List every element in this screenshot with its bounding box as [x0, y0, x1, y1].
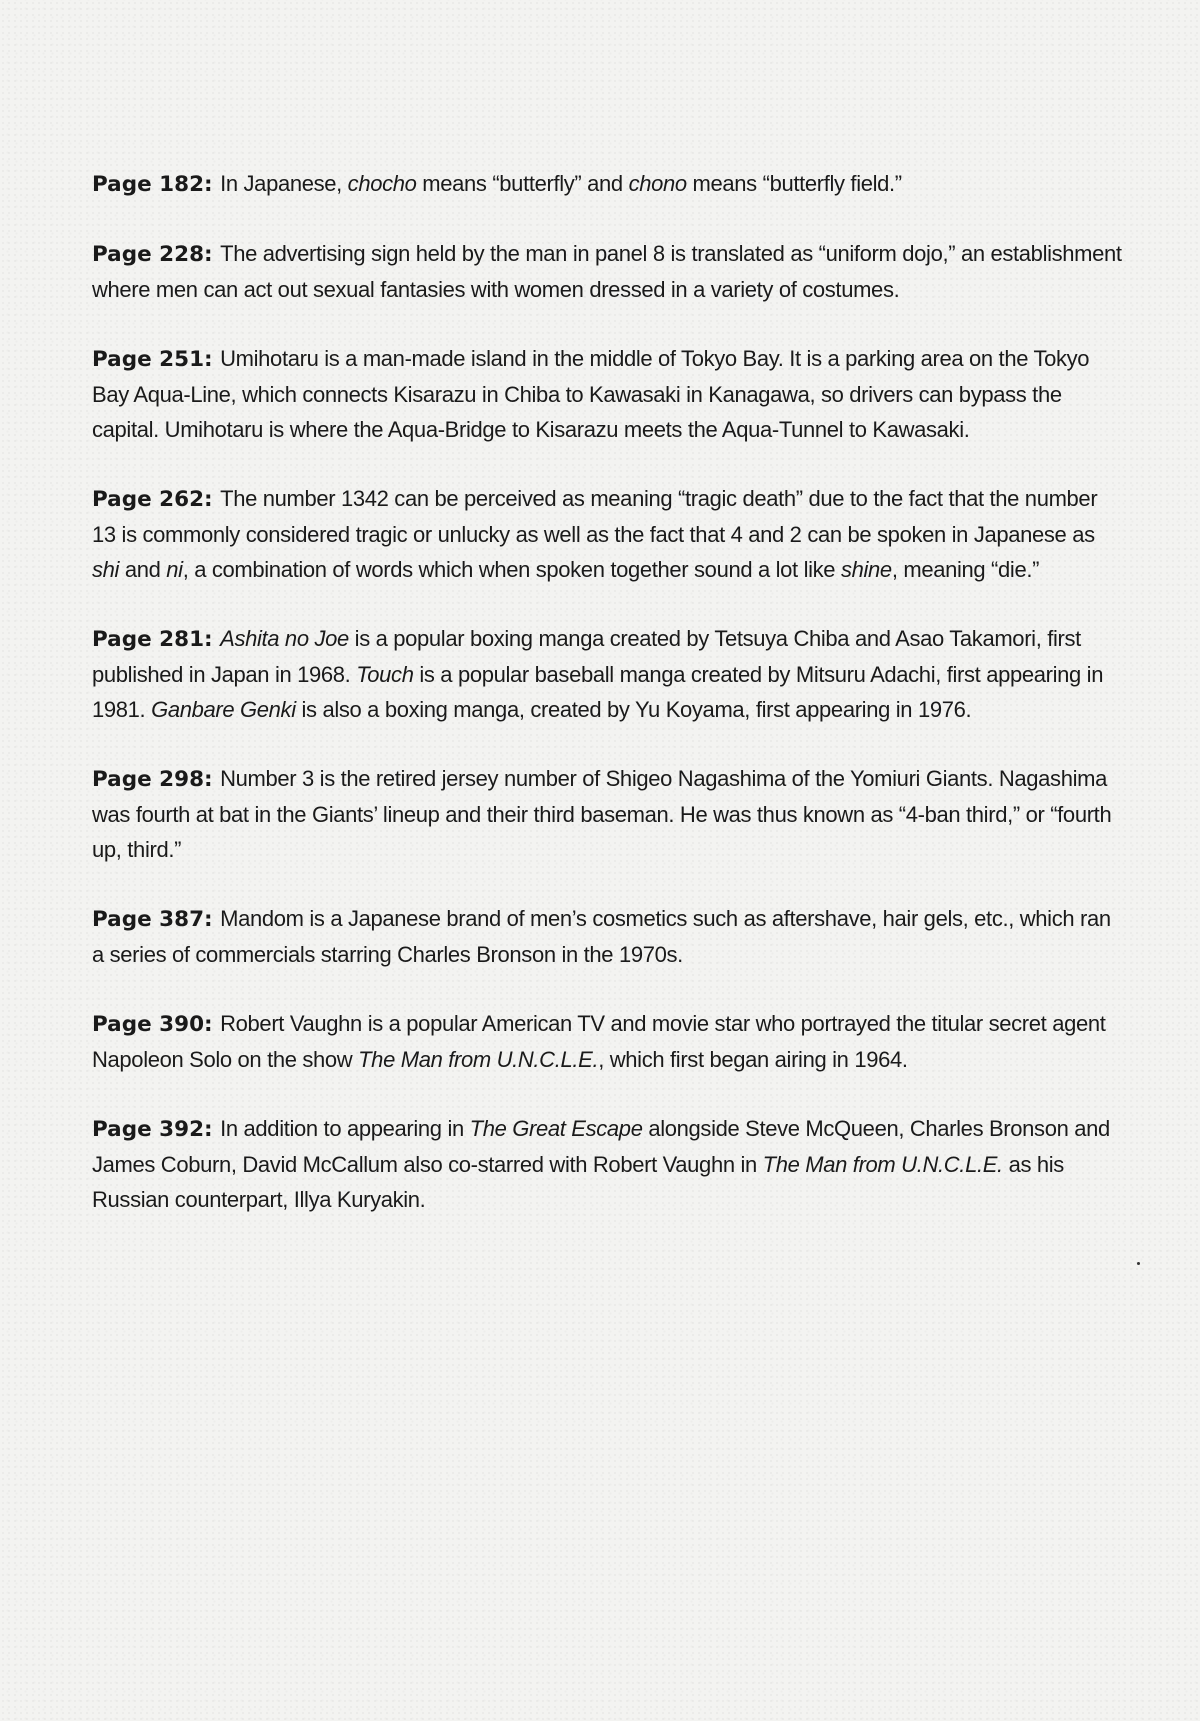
note-italic-term: ni	[166, 557, 183, 582]
note-text-segment: Robert Vaughn is a popular American TV and movie star who portrayed the titular secret agent Napoleon Solo on the show	[92, 1011, 1106, 1072]
translation-note	[92, 1111, 1122, 1217]
note-page-label: Page 392:	[92, 1117, 213, 1142]
note-text-segment: means “butterfly” and	[416, 171, 629, 196]
note-text-segment: Mandom is a Japanese brand of men’s cosmetics such as aftershave, hair gels, etc., which ran a series of commercials starring Charles Bronson in the 1970s.	[92, 906, 1111, 967]
note-text	[92, 766, 1111, 862]
note-page-label: Page 387:	[92, 907, 213, 932]
note-text	[92, 241, 1122, 302]
note-italic-term: Touch	[356, 662, 414, 687]
note-italic-term: Ganbare Genki	[151, 697, 296, 722]
note-text-segment: In Japanese,	[220, 171, 348, 196]
note-text	[220, 171, 902, 196]
note-text-segment: The number 1342 can be perceived as meaning “tragic death” due to the fact that the number 13 is commonly considered tragic or unlucky as well as the fact that 4 and 2 can be spoken in Japanese as	[92, 486, 1098, 547]
translation-note	[92, 166, 1122, 202]
note-page-label: Page 390:	[92, 1012, 213, 1037]
note-page-label: Page 182:	[92, 172, 213, 197]
note-text	[92, 1116, 1110, 1212]
note-page-label: Page 281:	[92, 627, 213, 652]
note-page-label: Page 228:	[92, 242, 213, 267]
note-text-segment: Umihotaru is a man-made island in the middle of Tokyo Bay. It is a parking area on the Tokyo Bay Aqua-Line, which connects Kisarazu in Chiba to Kawasaki in Kanagawa, so drivers can bypass the capital. Umihotaru is where the Aqua-Bridge to Kisarazu meets the Aqua-Tunnel to Kawasaki.	[92, 346, 1090, 442]
scan-speck	[1137, 1262, 1140, 1265]
note-text-segment: , meaning “die.”	[891, 557, 1040, 582]
translation-note	[92, 621, 1122, 727]
note-text-segment: as his Russian counterpart, Illya Kuryakin.	[92, 1152, 1064, 1212]
note-text-segment: Number 3 is the retired jersey number of Shigeo Nagashima of the Yomiuri Giants. Nagashima was fourth at bat in the Giants’ lineup and their third baseman. He was thus known as “4-ban third,” or “fourth up, third.”	[92, 766, 1112, 862]
note-text-segment: is also a boxing manga, created by Yu Koyama, first appearing in 1976.	[295, 697, 972, 722]
translation-notes	[92, 166, 1122, 1251]
note-page-label: Page 298:	[92, 767, 213, 792]
note-text-segment: is a popular baseball manga created by Mitsuru Adachi, first appearing in 1981.	[92, 662, 1104, 722]
note-italic-term: shi	[92, 557, 120, 582]
notes-list	[92, 166, 1122, 1217]
translation-note	[92, 236, 1122, 307]
translation-note	[92, 341, 1122, 447]
note-page-label: Page 251:	[92, 347, 213, 372]
note-text	[92, 1011, 1106, 1072]
note-page-label: Page 262:	[92, 487, 213, 512]
note-text-segment: , which first began airing in 1964.	[598, 1047, 908, 1072]
translation-note	[92, 481, 1122, 587]
translation-note	[92, 761, 1122, 867]
note-text	[92, 486, 1097, 582]
note-text	[92, 346, 1089, 442]
note-text-segment: is a popular boxing manga created by Tetsuya Chiba and Asao Takamori, first published in Japan in 1968.	[92, 626, 1081, 687]
note-text-segment: , a combination of words which when spoken together sound a lot like	[182, 557, 841, 582]
note-text	[92, 906, 1111, 967]
note-text-segment: and	[119, 557, 167, 582]
note-italic-term: chocho	[347, 171, 417, 196]
note-italic-term: The Man from U.N.C.L.E.	[358, 1047, 599, 1072]
translation-note	[92, 1006, 1122, 1077]
note-text-segment: In addition to appearing in	[220, 1116, 470, 1141]
note-text-segment: alongside Steve McQueen, Charles Bronson and James Coburn, David McCallum also co-starred with Robert Vaughn in	[92, 1116, 1110, 1177]
note-italic-term: chono	[628, 171, 687, 196]
note-italic-term: shine	[840, 557, 892, 582]
note-italic-term: The Man from U.N.C.L.E.	[762, 1152, 1003, 1177]
note-text-segment: means “butterfly field.”	[686, 171, 902, 196]
note-text	[92, 626, 1103, 722]
translation-note	[92, 901, 1122, 972]
note-italic-term: The Great Escape	[469, 1116, 643, 1141]
note-italic-term: Ashita no Joe	[220, 626, 349, 651]
note-text-segment: The advertising sign held by the man in panel 8 is translated as “uniform dojo,” an establishment where men can act out sexual fantasies with women dressed in a variety of costumes.	[92, 241, 1122, 302]
